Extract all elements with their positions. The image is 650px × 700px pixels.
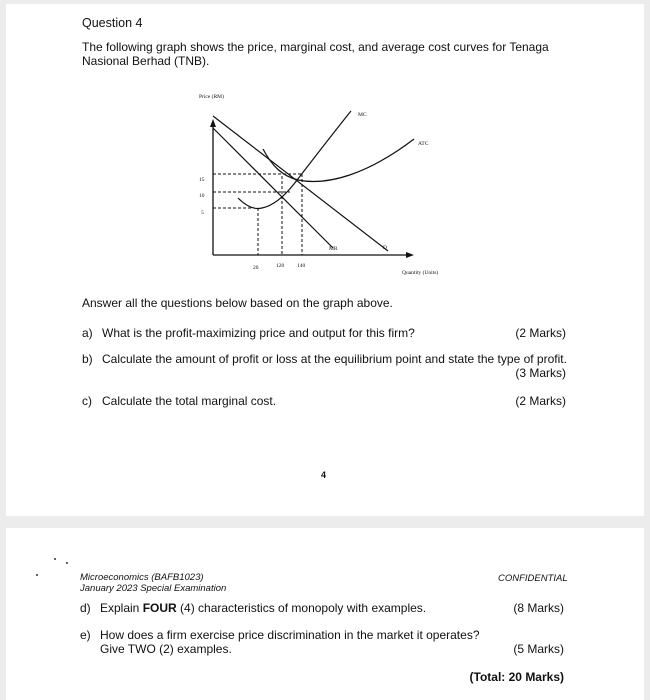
question-d-text-part: Explain [100, 601, 143, 615]
scan-speck [36, 574, 38, 576]
question-b-marks: (3 Marks) [515, 366, 566, 380]
course-name: Microeconomics (BAFB1023) [80, 572, 204, 583]
y-tick-5: 5 [201, 210, 204, 216]
confidential-label: CONFIDENTIAL [498, 573, 568, 584]
y-axis-label: Price (RM) [199, 94, 224, 100]
exam-session: January 2023 Special Examination [80, 583, 227, 594]
demand-curve [213, 116, 388, 251]
x-axis-arrow [406, 252, 414, 258]
x-axis-label: Quantity (Units) [402, 270, 439, 276]
exam-page-2 [6, 528, 644, 700]
mr-label: MR [329, 246, 338, 252]
question-c-text: Calculate the total marginal cost. [102, 394, 277, 408]
scan-speck [66, 562, 68, 564]
mc-label: MC [358, 112, 367, 118]
x-tick-20: 20 [253, 265, 259, 271]
question-d-label: d) [80, 601, 91, 615]
total-marks: (Total: 20 Marks) [469, 670, 564, 684]
y-axis-arrow [210, 119, 216, 127]
question-c-marks: (2 Marks) [515, 394, 566, 408]
question-e-marks: (5 Marks) [513, 642, 564, 656]
question-d-text [100, 601, 426, 615]
question-a-text: What is the profit-maximizing price and output for this firm? [102, 326, 415, 340]
instructions-text: Answer all the questions below based on the graph above. [82, 296, 393, 310]
cost-curves-graph [6, 4, 644, 294]
question-e-label: e) [80, 628, 91, 642]
question-e-text: How does a firm exercise price discrimination in the market it operates? Give TWO (2) examples. [100, 628, 480, 656]
atc-label: ATC [418, 141, 429, 147]
question-d-emphasis: FOUR [142, 601, 177, 615]
question-d-marks: (8 Marks) [513, 601, 564, 615]
page-number: 4 [321, 470, 327, 480]
average-total-cost-curve [263, 139, 414, 181]
exam-page-1 [6, 4, 644, 516]
question-intro: The following graph shows the price, marginal cost, and average cost curves for Tenaga Nasional Berhad (TNB). [82, 40, 549, 68]
question-a-marks: (2 Marks) [515, 326, 566, 340]
question-c-label: c) [82, 394, 92, 408]
x-tick-120: 120 [276, 263, 285, 269]
scan-speck [54, 558, 56, 560]
marginal-cost-curve [238, 111, 351, 209]
question-a-label: a) [82, 326, 93, 340]
question-b-label: b) [82, 352, 93, 366]
x-tick-140: 140 [297, 263, 306, 269]
y-tick-10: 10 [199, 193, 205, 199]
question-title: Question 4 [82, 16, 143, 30]
d-label: D [383, 245, 387, 251]
y-tick-15: 15 [199, 177, 205, 183]
question-b-text: Calculate the amount of profit or loss at the equilibrium point and state the type of profit. [102, 352, 567, 366]
question-d-text-part: (4) characteristics of monopoly with examples. [176, 601, 427, 615]
marginal-revenue-curve [213, 128, 333, 248]
